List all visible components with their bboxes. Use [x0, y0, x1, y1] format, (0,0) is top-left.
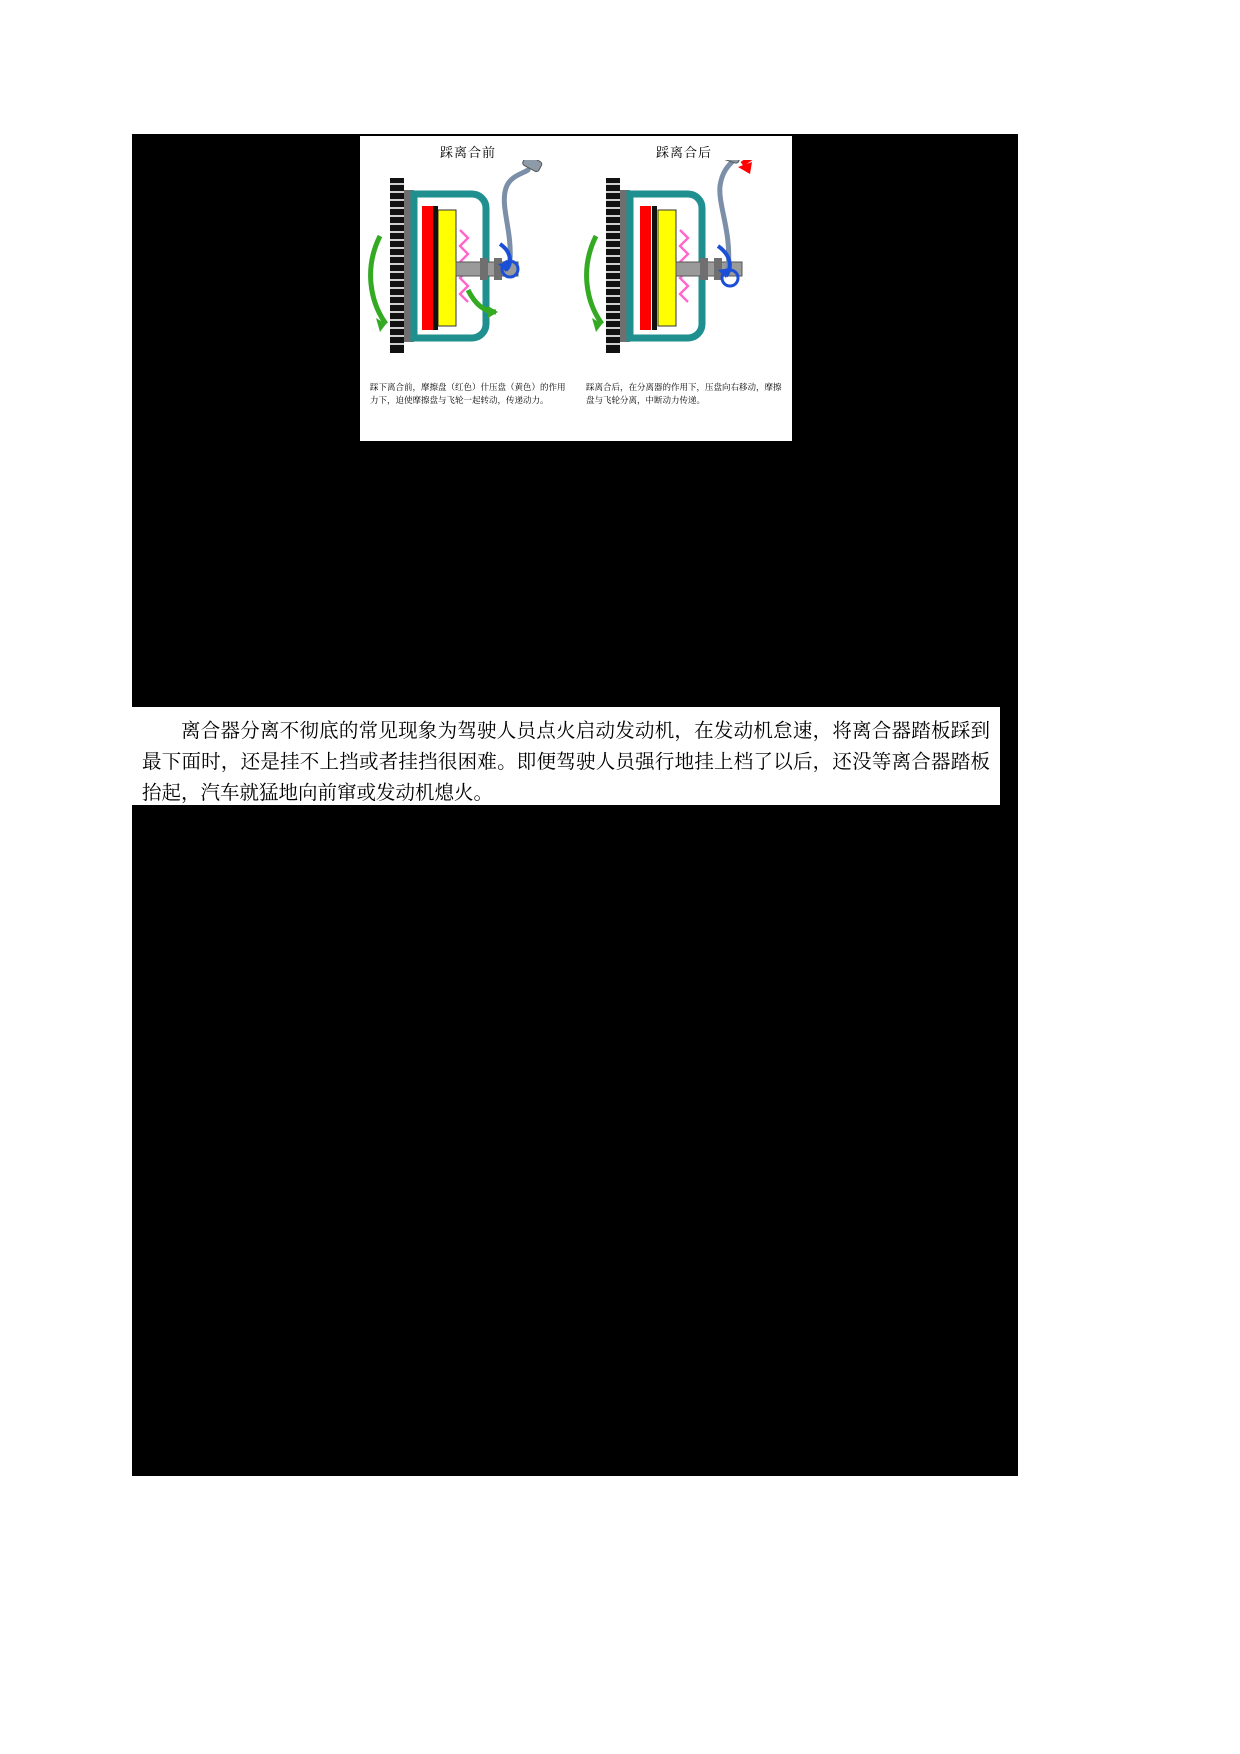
figure-caption-before: 踩下离合前，摩擦盘（红色）什压盘（黄色）的作用力下，迫使摩擦盘与飞轮一起转动，传递动力。	[370, 383, 566, 406]
flywheel-icon	[390, 178, 414, 353]
friction-disc-icon	[422, 206, 433, 330]
rotation-arrow-icon	[587, 236, 602, 324]
figure-panels	[360, 136, 792, 376]
body-paragraph: 离合器分离不彻底的常见现象为驾驶人员点火启动发动机，在发动机怠速，将离合器踏板踩到最下面时，还是挂不上挡或者挂挡很困难。即便驾驶人员强行地挂上档了以后，还没等离合器踏板抬起，汽车就猛地向前窜或发动机熄火。	[142, 719, 990, 804]
clutch-diagram-before	[360, 160, 576, 376]
pressure-plate-icon	[658, 210, 676, 326]
figure-panel-title: 踩离合前	[439, 146, 496, 161]
paragraph-band	[132, 707, 1000, 805]
clutch-figure	[360, 136, 792, 441]
friction-disc-icon	[640, 206, 651, 330]
figure-caption-after: 踩离合后，在分离器的作用下，压盘向右移动，摩擦盘与飞轮分离，中断动力传递。	[586, 383, 782, 406]
figure-panel-after	[576, 136, 792, 376]
figure-captions	[360, 376, 792, 441]
pressure-plate-icon	[438, 210, 456, 326]
flywheel-icon	[606, 178, 630, 353]
figure-panel-title: 踩离合后	[655, 146, 712, 161]
highlight-arrow-icon	[738, 160, 772, 174]
figure-panel-before	[360, 136, 576, 376]
clutch-diagram-after	[576, 160, 792, 376]
rotation-arrow-icon	[371, 236, 386, 324]
